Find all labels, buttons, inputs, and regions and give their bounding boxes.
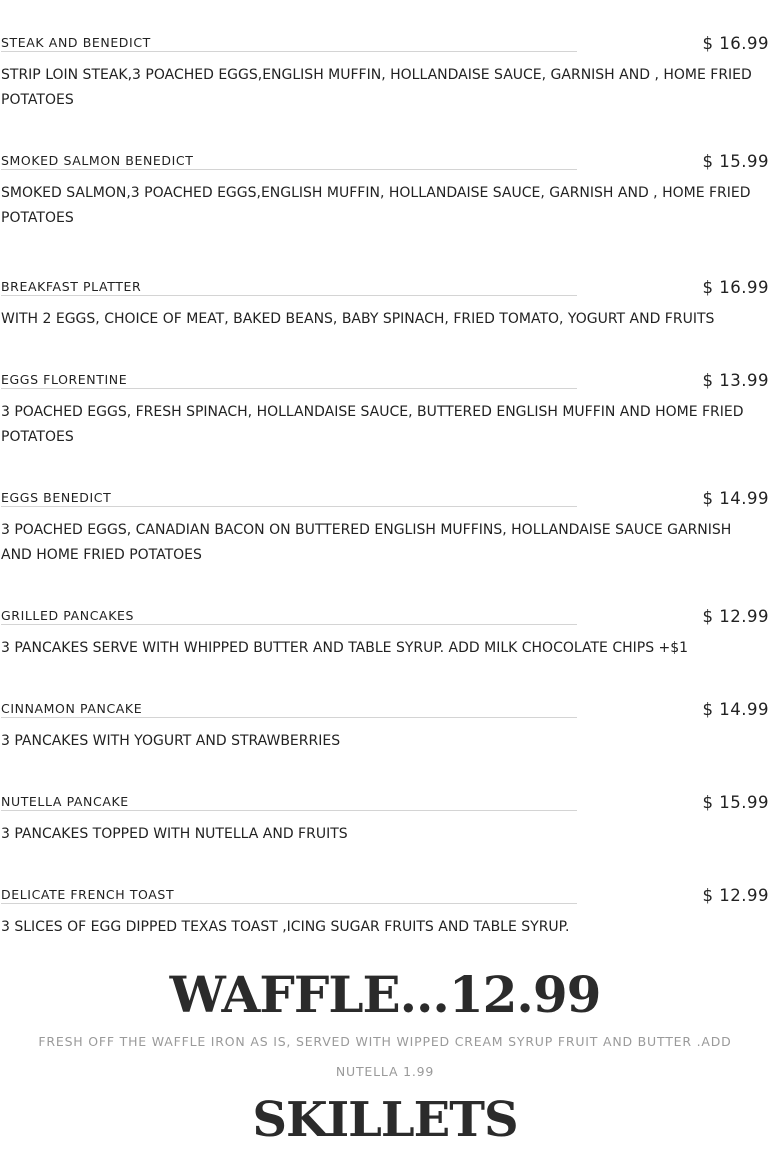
menu-item-description: 3 PANCAKES WITH YOGURT AND STRAWBERRIES <box>1 733 341 749</box>
menu-item-name: BREAKFAST PLATTER <box>1 279 149 295</box>
dotted-leader <box>1 169 577 170</box>
menu-item-description: 3 PANCAKES SERVE WITH WHIPPED BUTTER AND TABLE SYRUP. ADD MILK CHOCOLATE CHIPS +$1 <box>1 640 689 656</box>
menu-item-price: $ 16.99 <box>702 278 769 297</box>
menu-item-eggs-florentine <box>1 372 769 450</box>
menu-item-description: 3 POACHED EGGS, FRESH SPINACH, HOLLANDAISE SAUCE, BUTTERED ENGLISH MUFFIN AND HOME FRIED POTATOES <box>1 404 744 445</box>
menu-item-name: STEAK AND BENEDICT <box>1 35 159 51</box>
dotted-leader <box>1 624 577 625</box>
menu-item-price: $ 14.99 <box>702 489 769 508</box>
menu-item-price: $ 15.99 <box>702 152 769 171</box>
menu-item-name: SMOKED SALMON BENEDICT <box>1 153 201 169</box>
menu-item-delicate-french-toast <box>1 887 769 940</box>
waffle-section-title: WAFFLE...12.99 <box>169 965 601 1024</box>
waffle-section-note: FRESH OFF THE WAFFLE IRON AS IS, SERVED WITH WIPPED CREAM SYRUP FRUIT AND BUTTER .ADD NUTELLA 1.99 <box>38 1034 732 1079</box>
menu-item-description: WITH 2 EGGS, CHOICE OF MEAT, BAKED BEANS, BABY SPINACH, FRIED TOMATO, YOGURT AND FRUITS <box>1 311 715 327</box>
menu-item-description: 3 PANCAKES TOPPED WITH NUTELLA AND FRUITS <box>1 826 348 842</box>
menu-item-grilled-pancakes <box>1 608 769 661</box>
dotted-leader <box>1 295 577 296</box>
menu-item-price: $ 16.99 <box>702 34 769 53</box>
menu-item-breakfast-platter <box>1 279 769 332</box>
menu-item-steak-and-benedict <box>1 35 769 113</box>
menu-item-name: GRILLED PANCAKES <box>1 608 142 624</box>
menu-item-price: $ 13.99 <box>702 371 769 390</box>
menu-item-price: $ 14.99 <box>702 700 769 719</box>
skillets-section-title: SKILLETS <box>252 1092 518 1148</box>
menu-item-name: CINNAMON PANCAKE <box>1 701 150 717</box>
menu-item-price: $ 12.99 <box>702 886 769 905</box>
dotted-leader <box>1 810 577 811</box>
menu-item-description: 3 POACHED EGGS, CANADIAN BACON ON BUTTERED ENGLISH MUFFINS, HOLLANDAISE SAUCE GARNISH AND HOME FRIED POTATOES <box>1 522 732 563</box>
menu-item-smoked-salmon-benedict <box>1 153 769 231</box>
menu-item-name: EGGS BENEDICT <box>1 490 119 506</box>
menu-item-description: STRIP LOIN STEAK,3 POACHED EGGS,ENGLISH MUFFIN, HOLLANDAISE SAUCE, GARNISH AND , HOME FRIED POTATOES <box>1 67 752 108</box>
menu-item-cinnamon-pancake <box>1 701 769 754</box>
menu-item-description: SMOKED SALMON,3 POACHED EGGS,ENGLISH MUFFIN, HOLLANDAISE SAUCE, GARNISH AND , HOME FRIED POTATOES <box>1 185 751 226</box>
menu-item-price: $ 12.99 <box>702 607 769 626</box>
dotted-leader <box>1 388 577 389</box>
menu-item-price: $ 15.99 <box>702 793 769 812</box>
menu-item-name: NUTELLA PANCAKE <box>1 794 137 810</box>
dotted-leader <box>1 903 577 904</box>
menu-item-name: DELICATE FRENCH TOAST <box>1 887 182 903</box>
menu-item-description: 3 SLICES OF EGG DIPPED TEXAS TOAST ,ICING SUGAR FRUITS AND TABLE SYRUP. <box>1 919 570 935</box>
menu-item-eggs-benedict <box>1 490 769 568</box>
dotted-leader <box>1 51 577 52</box>
dotted-leader <box>1 717 577 718</box>
dotted-leader <box>1 506 577 507</box>
menu-item-nutella-pancake <box>1 794 769 847</box>
menu-item-name: EGGS FLORENTINE <box>1 372 135 388</box>
